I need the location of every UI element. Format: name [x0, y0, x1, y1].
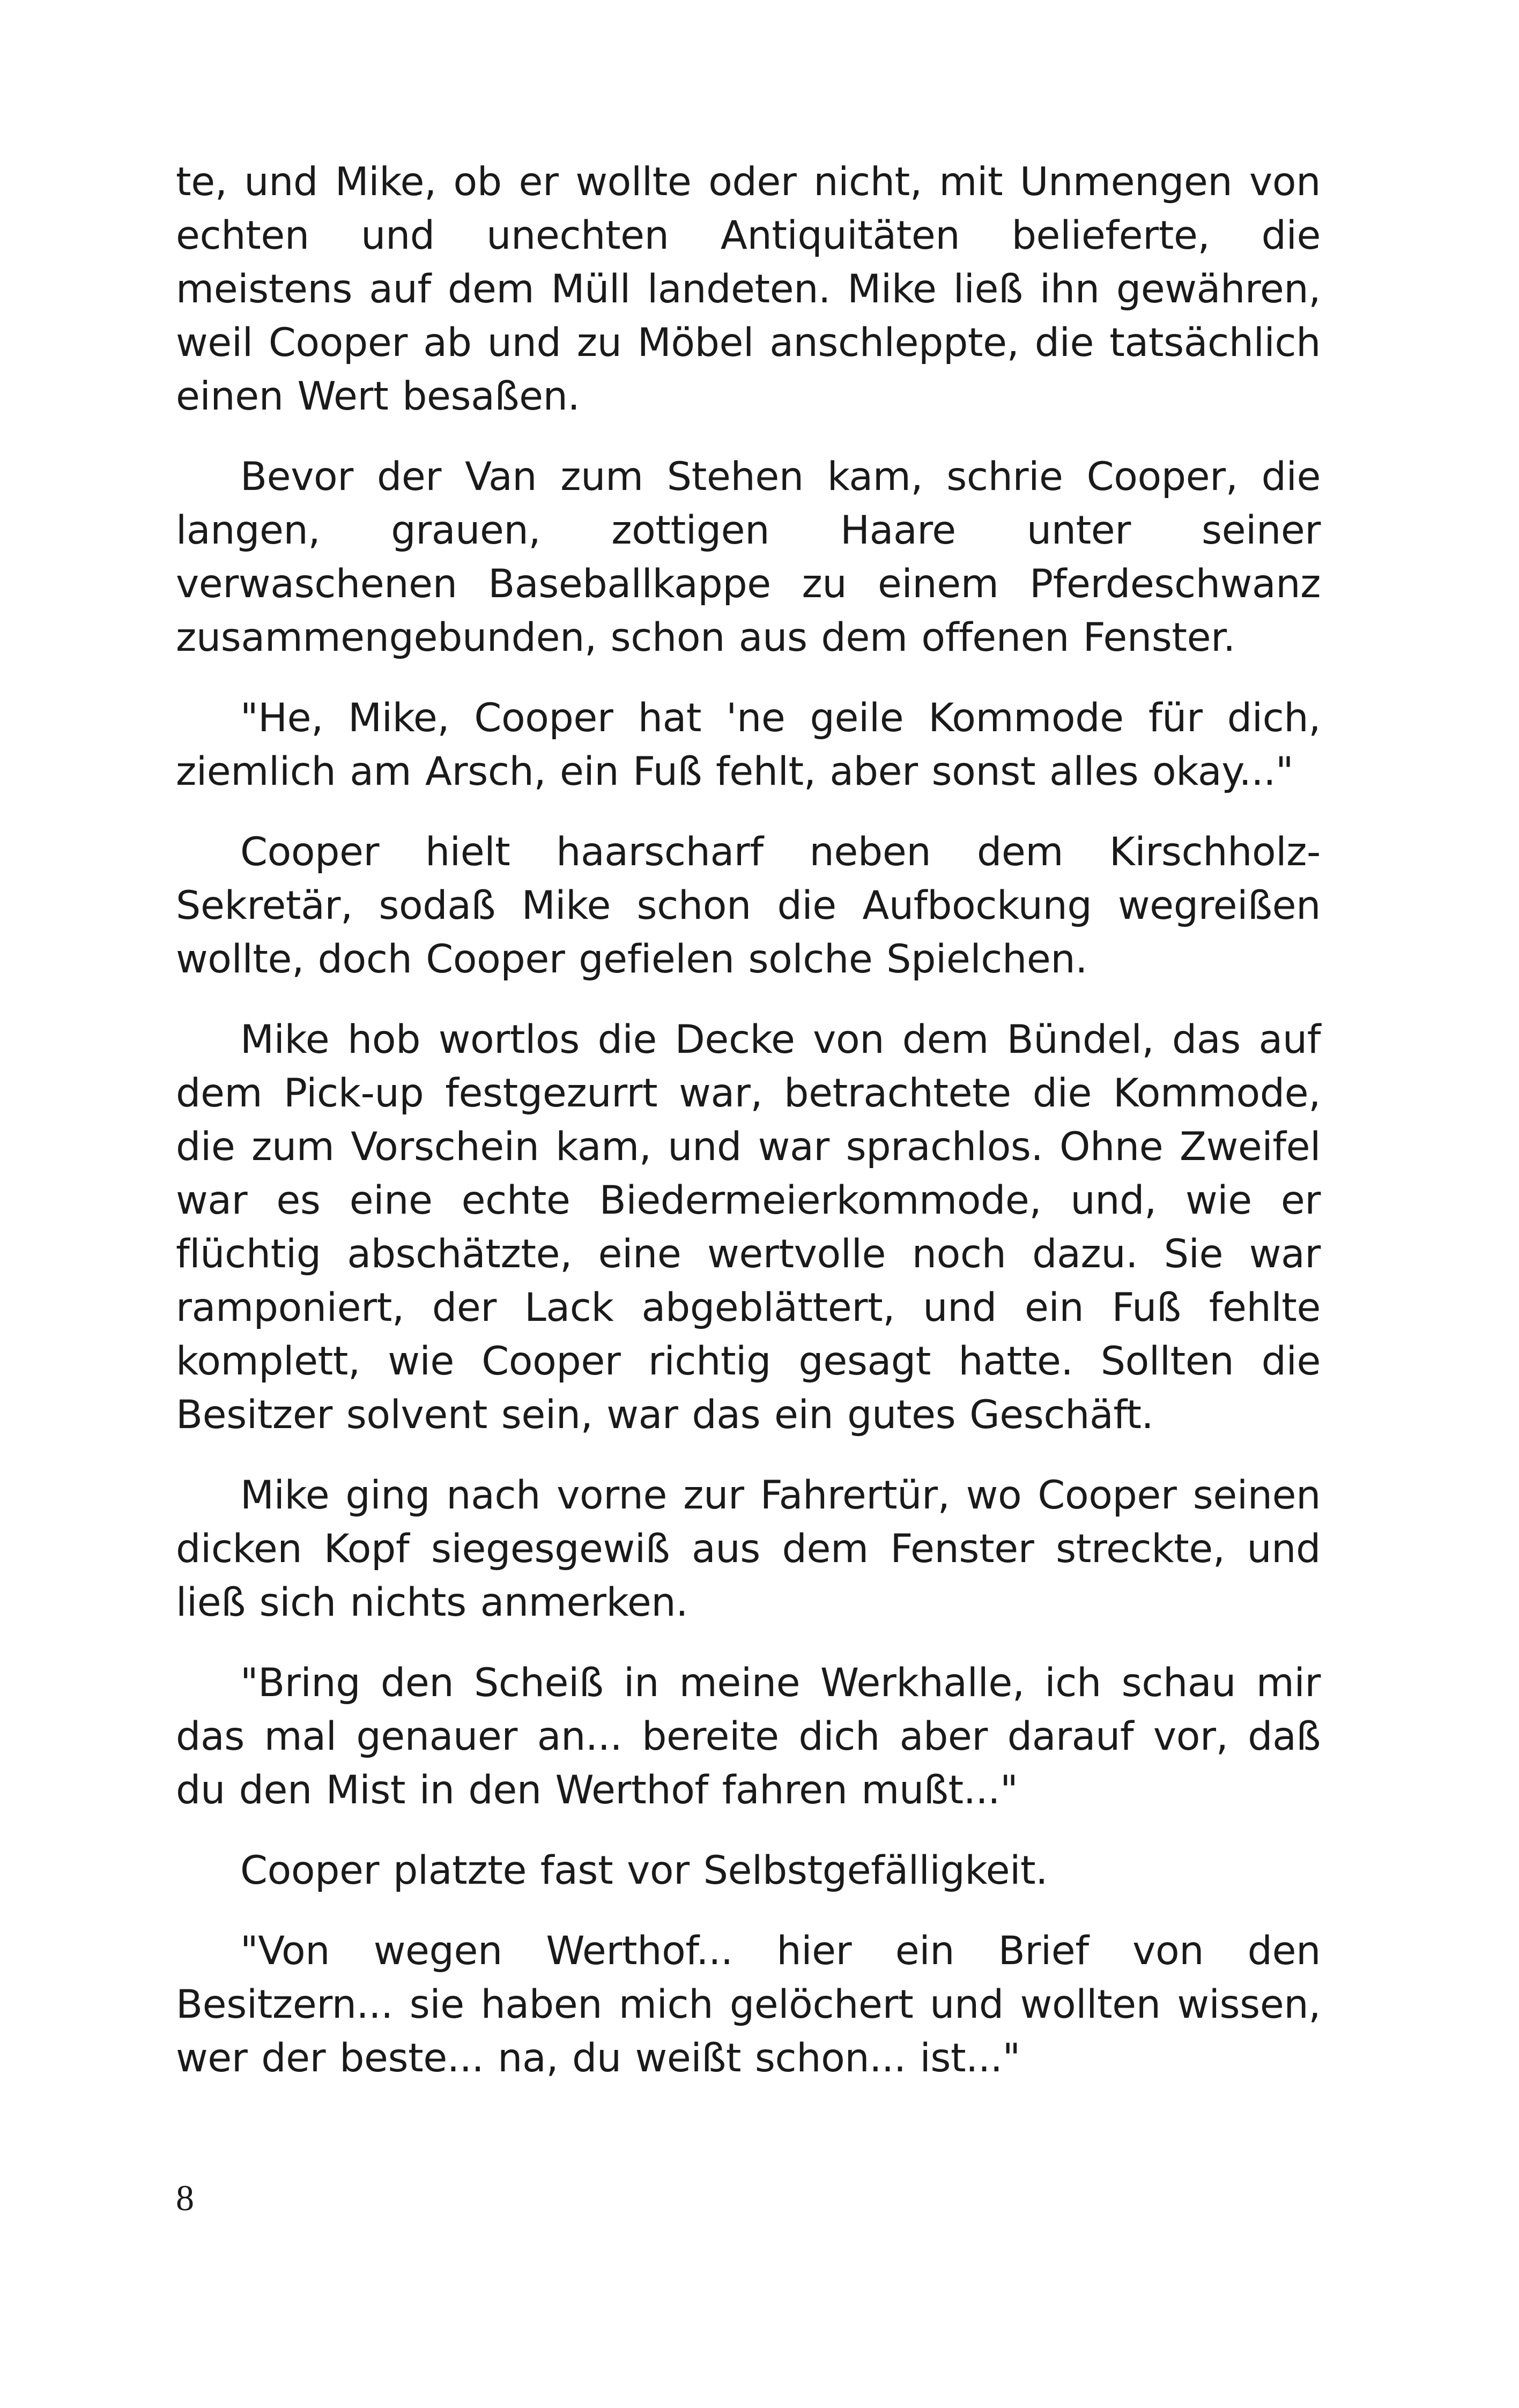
- page-number: 8: [176, 2177, 194, 2218]
- paragraph: Cooper hielt haarscharf neben dem Kirschholz-Sekretär, sodaß Mike schon die Aufbockung wegreißen wollte, doch Cooper gefielen solche Spielchen.: [176, 829, 1321, 982]
- paragraph: Cooper platzte fast vor Selbstgefälligkeit.: [240, 1848, 1048, 1893]
- paragraph: Bevor der Van zum Stehen kam, schrie Cooper, die langen, grauen, zottigen Haare unter seiner verwaschenen Baseballkappe zu einem Pferdeschwanz zusammengebunden, schon aus dem offenen Fenster.: [176, 454, 1321, 660]
- body-text: [176, 155, 1321, 2112]
- paragraph: "He, Mike, Cooper hat 'ne geile Kommode für dich, ziemlich am Arsch, ein Fuß fehlt, aber sonst alles okay...": [176, 695, 1321, 794]
- paragraph: Mike hob wortlos die Decke von dem Bündel, das auf dem Pick-up festgezurrt war, betrachtete die Kommode, die zum Vorschein kam, und war sprachlos. Ohne Zweifel war es eine echte Biedermeierkommode, und, wie er flüchtig abschätzte, eine wertvolle noch dazu. Sie war ramponiert, der Lack abgeblättert, und ein Fuß fehlte komplett, wie Cooper richtig gesagt hatte. Sollten die Besitzer solvent sein, war das ein gutes Geschäft.: [176, 1017, 1321, 1438]
- paragraph: "Von wegen Werthof... hier ein Brief von den Besitzern... sie haben mich gelöchert und wollten wissen, wer der beste... na, du weißt schon... ist...": [176, 1928, 1321, 2081]
- paragraph: Mike ging nach vorne zur Fahrertür, wo Cooper seinen dicken Kopf siegesgewiß aus dem Fenster streckte, und ließ sich nichts anmerken.: [176, 1473, 1321, 1625]
- paragraph: "Bring den Scheiß in meine Werkhalle, ich schau mir das mal genauer an... bereite dich aber darauf vor, daß du den Mist in den Werthof fahren mußt...": [176, 1660, 1321, 1813]
- paragraph: te, und Mike, ob er wollte oder nicht, mit Unmengen von echten und unechten Antiquitäten belieferte, die meistens auf dem Müll landeten. Mike ließ ihn gewähren, weil Cooper ab und zu Möbel anschleppte, die tatsächlich einen Wert besaßen.: [176, 159, 1321, 419]
